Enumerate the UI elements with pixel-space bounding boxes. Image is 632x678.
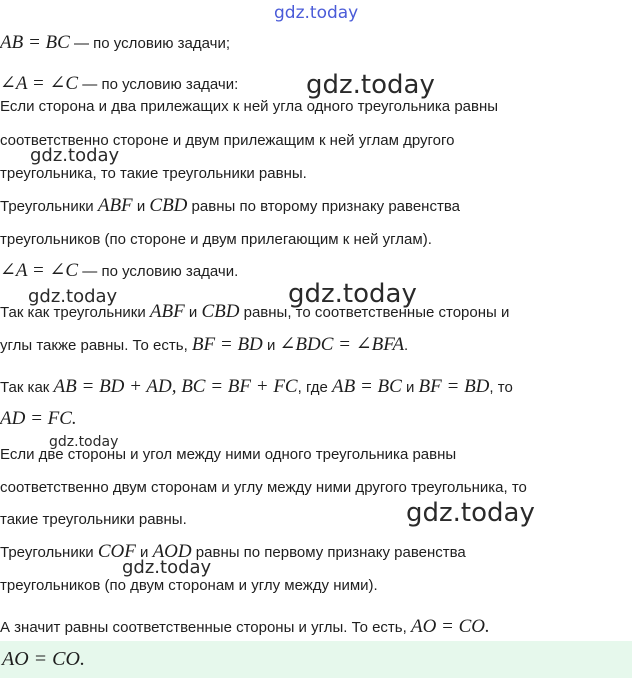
text: равны по второму признаку равенства [187, 198, 460, 215]
text: соответственно стороне и двум прилежащим к ней углам другого [0, 132, 455, 149]
text: равны по первому признаку равенства [191, 544, 466, 561]
text: — по условию задачи. [78, 263, 239, 280]
watermark: gdz.today [28, 286, 118, 307]
text: Так как треугольники [0, 304, 150, 321]
text-line-11 [0, 377, 513, 398]
text-line-18 [0, 617, 490, 638]
math-expression: AO = CO. [410, 616, 490, 637]
watermark: gdz.today [406, 498, 535, 528]
math-expression: CBD [201, 301, 240, 322]
text: Треугольники [0, 198, 98, 215]
math-expression: AOD [152, 541, 192, 562]
math-expression: ABF [149, 301, 185, 322]
watermark: gdz.today [122, 557, 212, 578]
text-line-12 [0, 409, 77, 430]
text: , то [489, 379, 513, 396]
math-expression: AB = BC [0, 32, 70, 53]
watermark: gdz.today [288, 279, 417, 309]
watermark: gdz.today [30, 145, 120, 166]
text-line-10 [0, 335, 408, 356]
text-line-4 [0, 131, 454, 151]
text-line-6 [0, 196, 460, 217]
text: такие треугольники равны. [0, 511, 187, 528]
text: Если сторона и два прилежащих к ней угла одного треугольника равны [0, 98, 499, 115]
math-expression: AD = FC. [0, 408, 77, 429]
text: Треугольники [0, 544, 98, 561]
math-expression: BF = BD [191, 334, 263, 355]
text: — по условию задачи; [69, 35, 230, 52]
text: Если две стороны и угол между ними одного треугольника равны [0, 446, 457, 463]
text-line-7 [0, 230, 432, 250]
math-expression: BF = BD [418, 376, 490, 397]
text-line-17 [0, 576, 378, 596]
text-line-13 [0, 445, 456, 465]
math-expression: ∠A = ∠C [0, 73, 79, 94]
text: треугольника, то такие треугольники равны. [0, 165, 307, 182]
math-expression: ∠A = ∠C [0, 260, 79, 281]
text: соответственно двум сторонам и углу между ними другого треугольника, то [0, 479, 527, 496]
math-expression: ∠BDC = ∠BFA [279, 334, 405, 355]
text: треугольников (по двум сторонам и углу между ними). [0, 577, 378, 594]
text-line-15 [0, 510, 187, 530]
text-line-1 [0, 33, 230, 54]
text-line-3 [0, 97, 498, 117]
text-line-9 [0, 302, 509, 323]
text: , где [297, 379, 333, 396]
math-expression: COF [97, 541, 136, 562]
math-expression: AB = BD + AD, BC = BF + FC [53, 376, 298, 397]
text-line-8 [0, 261, 238, 282]
math-expression: AB = BC [332, 376, 402, 397]
text: . [404, 337, 409, 354]
text-line-14 [0, 478, 527, 498]
watermark: gdz.today [49, 434, 119, 450]
text: треугольников (по стороне и двум прилегающим к ней углам). [0, 231, 432, 248]
text: углы также равны. То есть, [0, 337, 192, 354]
answer-box [0, 641, 632, 678]
text: и [184, 304, 202, 321]
text: — по условию задачи: [78, 76, 239, 93]
text: и [262, 337, 280, 354]
text-line-2 [0, 74, 238, 95]
text: и [135, 544, 153, 561]
watermark: gdz.today [306, 70, 435, 100]
answer-expression: AO = CO. [2, 648, 85, 670]
text: равны, то соответственные стороны и [239, 304, 510, 321]
math-expression: CBD [149, 195, 188, 216]
text-line-5 [0, 164, 307, 184]
math-expression: ABF [97, 195, 133, 216]
text: А значит равны соответственные стороны и углы. То есть, [0, 619, 411, 636]
watermark-top: gdz.today [274, 3, 359, 23]
text-line-16 [0, 542, 466, 563]
text: Так как [0, 379, 54, 396]
text: и [401, 379, 419, 396]
text: и [132, 198, 150, 215]
